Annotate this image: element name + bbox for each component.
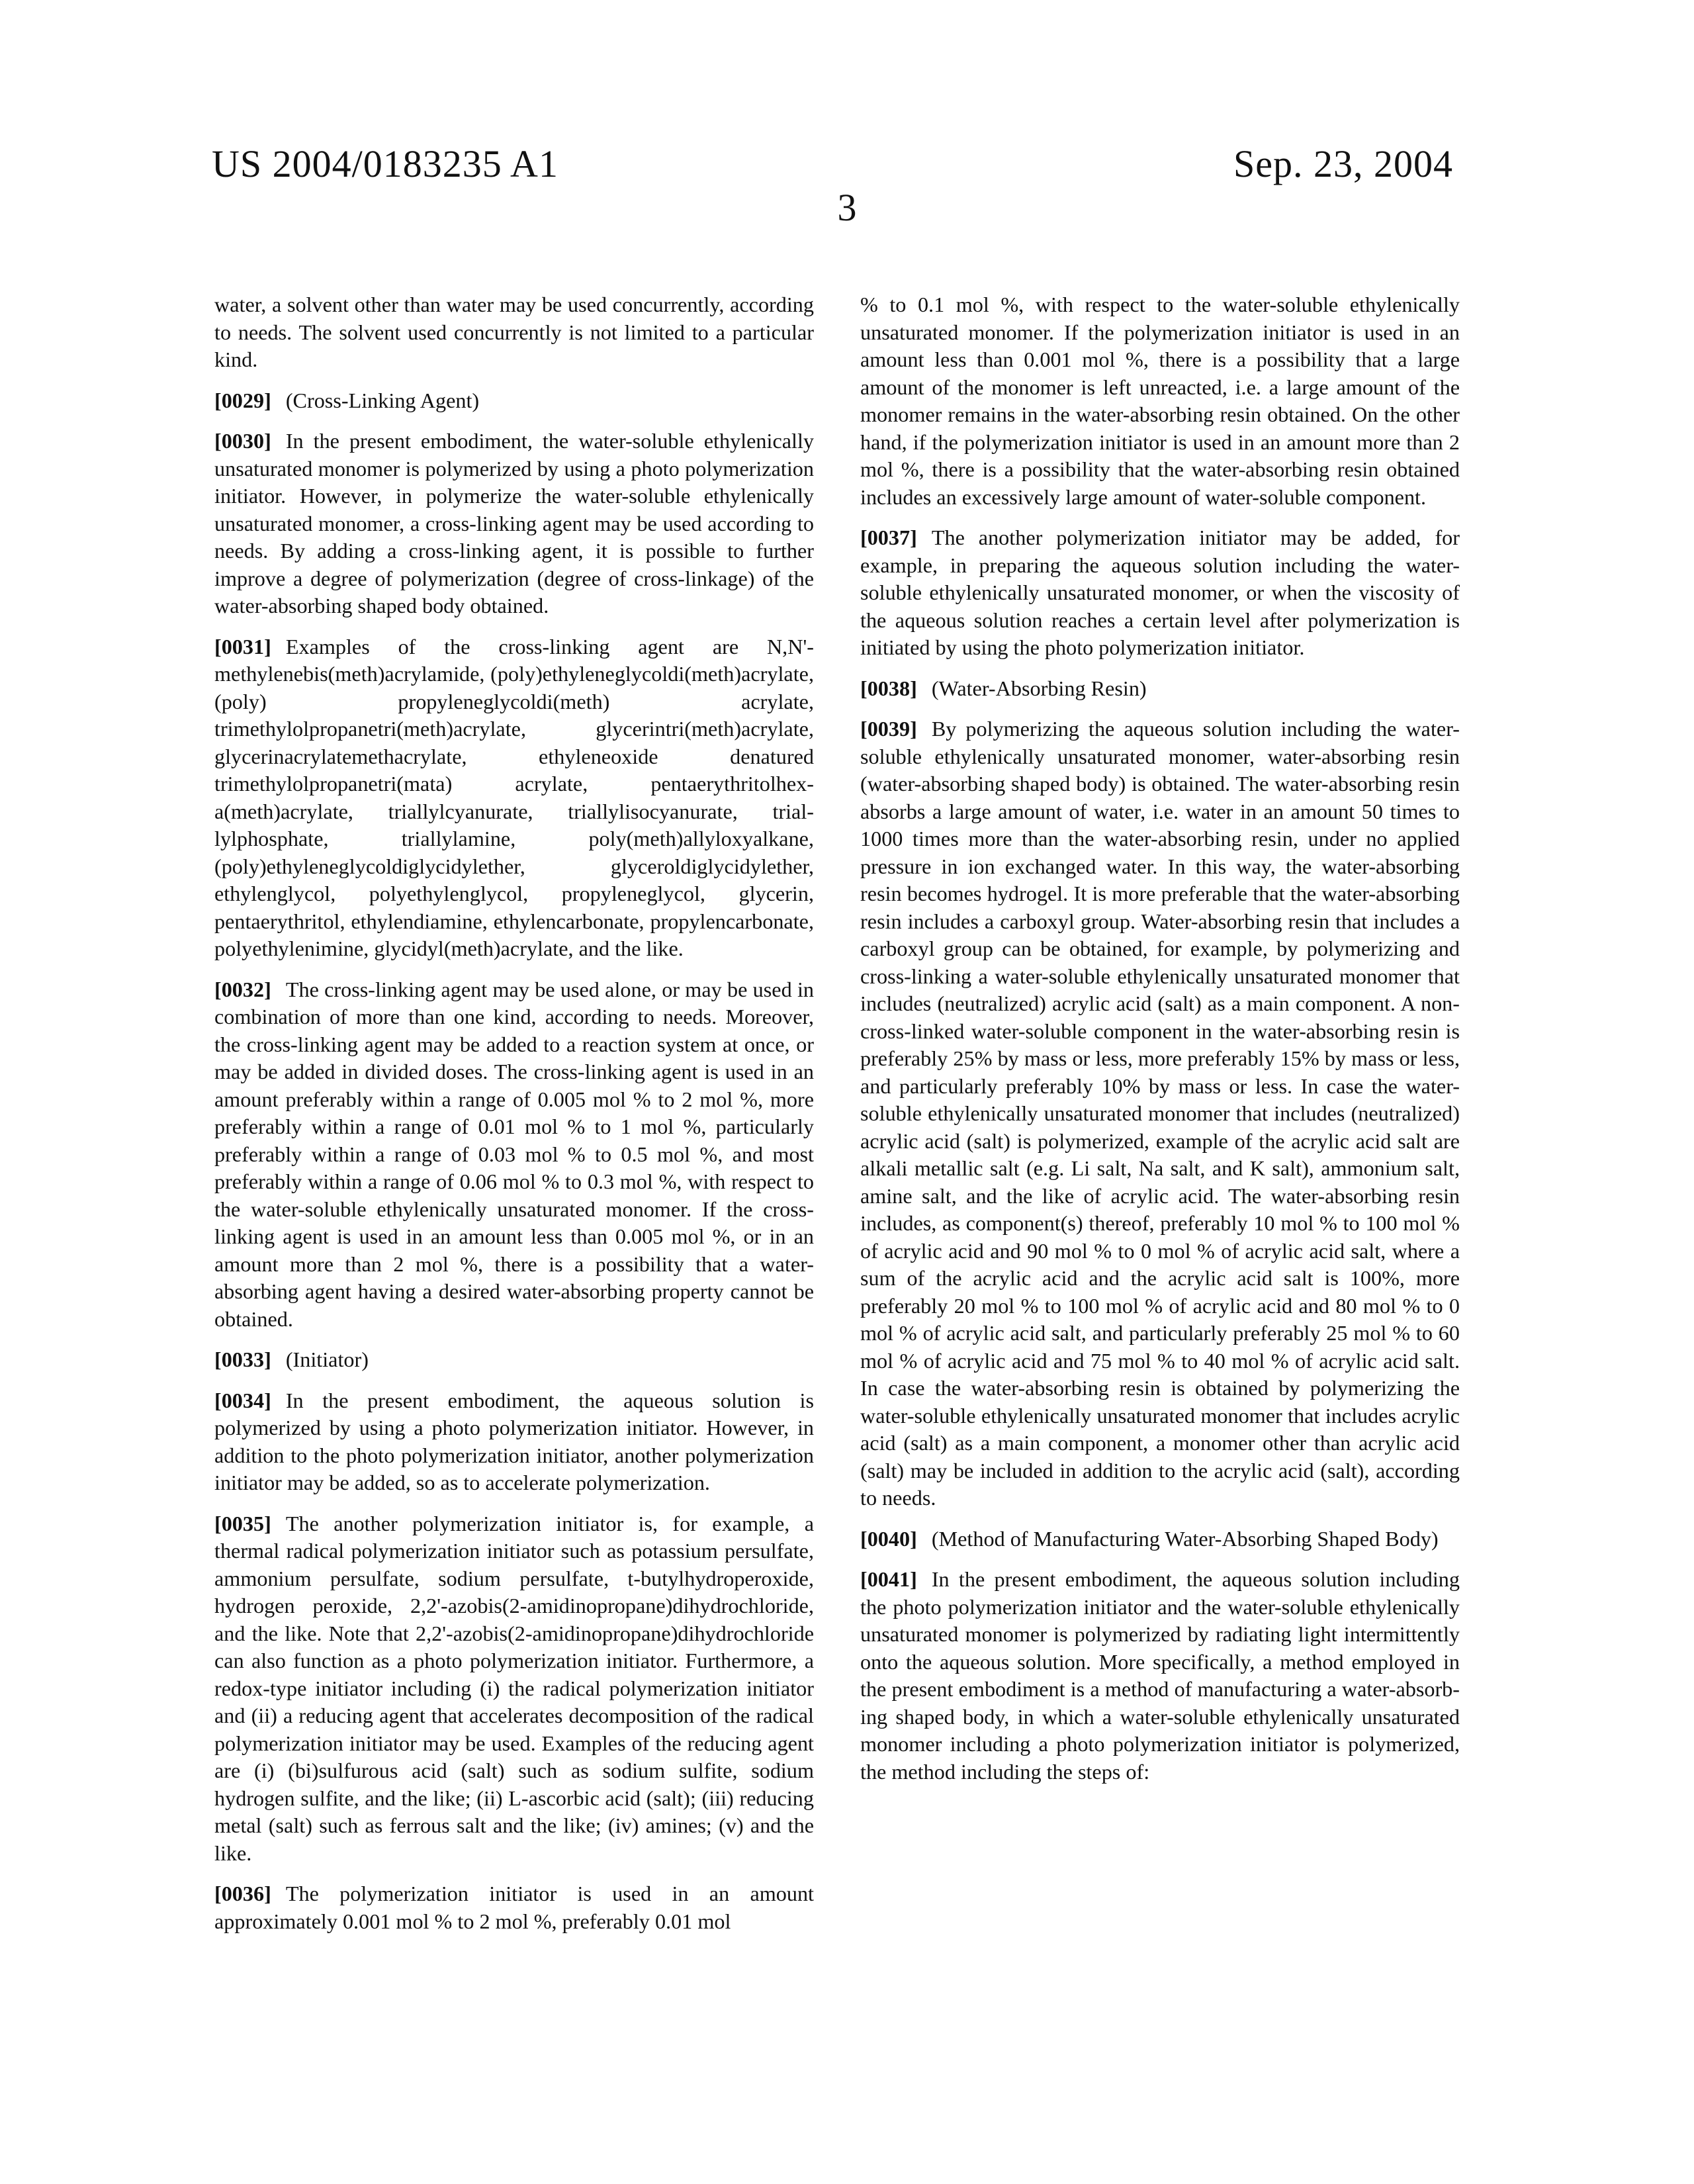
publication-number: US 2004/0183235 A1 bbox=[212, 142, 558, 186]
left-column bbox=[214, 291, 814, 1948]
paragraph-text: The another polymerization initiator may be added, for example, in preparing the aqueous solution including the water-soluble ethylenically unsaturated monomer, or when the viscosity of the aqueous solution reaches a certain level after polymerization is initiated by using the photo poly­merization initiator. bbox=[860, 525, 1460, 659]
paragraph-number: [0036] bbox=[214, 1882, 271, 1905]
paragraph bbox=[860, 1566, 1460, 1786]
paragraph-number: [0032] bbox=[214, 978, 271, 1001]
paragraph-text: By polymerizing the aqueous solution including the water-soluble ethylenically unsaturated monomer, water-absorbing resin (water-absorbing shaped body) is obtained. The water-absorbing resin absorbs a large amount of water, i.e. water in an amount 50 times to 1000 times more than the water-absorbing resin, under no applied pressure in ion exchanged water. In this way, the water-absorbing resin becomes hydrogel. It is more preferable that the water-absorbing resin includes a carboxyl group. Water-absorbing resin that includes a carboxyl group can be obtained, for example, by polymerizing and cross-linking a water-soluble ethylenically unsaturated monomer that includes (neutral­ized) acrylic acid (salt) as a main component. A non-cross-linked water-soluble component in the water-absorbing resin is preferably 25% by mass or less, more preferably 15% by mass or less, and particularly preferably 10% by mass or less. In case the water-soluble ethylenically unsaturated monomer that includes (neutralized) acrylic acid (salt) is polymerized, example of the acrylic acid salt are alkali metallic salt (e.g. Li salt, Na salt, and K salt), ammonium salt, amine salt, and the like of acrylic acid. The water-absorbing resin includes, as component(s) thereof, prefer­ably 10 mol % to 100 mol % of acrylic acid and 90 mol % to 0 mol % of acrylic acid salt, where a sum of the acrylic acid and the acrylic acid salt is 100%, more preferably 20 mol % to 100 mol % of acrylic acid and 80 mol % to 0 mol % of acrylic acid salt, and particularly preferably 25 mol % to 60 mol % of acrylic acid and 75 mol % to 40 mol % of acrylic acid salt. In case the water-absorbing resin is obtained by polymerizing the water-soluble ethylenically unsaturated monomer that includes acrylic acid (salt) as a main component, a monomer other than acrylic acid (salt) may be included in addition to the acrylic acid (salt), according to needs. bbox=[860, 717, 1460, 1510]
heading-text: (Cross-Linking Agent) bbox=[286, 388, 479, 412]
paragraph-text: The polymerization initiator is used in an amount approximately 0.001 mol % to 2 mol %, preferably 0.01 mol bbox=[214, 1882, 814, 1933]
paragraph-text: The another polymerization initiator is, for example, a thermal radical polymerization initiator such as potassium persulfate, ammonium persulfate, sodium persul­fate, t-butylhydroperoxide, hydrogen peroxide, 2,2'-azo­bis(2-amidinopropane)dihydrochloride, and the like. Note that 2,2'-azobis(2-amidinopropane)dihydrochloride can also function as a photo polymerization initiator. Furthermore, a redox-type initiator including (i) the radical polymerization initiator and (ii) a reducing agent that accelerates decompo­sition of the radical polymerization initiator may be used. Examples of the reducing agent are (i) (bi)sulfurous acid (salt) such as sodium sulfite, sodium hydrogen sulfite, and the like; (ii) L-ascorbic acid (salt); (iii) reducing metal (salt) such as ferrous salt and the like; (iv) amines; (v) and the like. bbox=[214, 1512, 814, 1865]
paragraph-number: [0039] bbox=[860, 717, 917, 741]
paragraph-number: [0038] bbox=[860, 676, 917, 700]
paragraph-number: [0040] bbox=[860, 1527, 917, 1551]
paragraph bbox=[214, 1387, 814, 1497]
paragraph-continued bbox=[214, 291, 814, 374]
heading-text: (Method of Manufacturing Water-Absorbing Shaped Body) bbox=[932, 1527, 1439, 1551]
paragraph-number: [0041] bbox=[860, 1567, 917, 1591]
section-heading bbox=[860, 1525, 1460, 1553]
heading-text: (Water-Absorbing Resin) bbox=[932, 676, 1147, 700]
section-heading bbox=[860, 675, 1460, 703]
paragraph-text: In the present embodiment, the water-soluble eth­ylenically unsaturated monomer is polymerized by using a photo polymerization initiator. However, in polymerize the water-soluble ethylenically unsaturated monomer, a cross-linking agent may be used according to needs. By adding a cross-linking agent, it is possible to further improve a degree of polymerization (degree of cross-linkage) of the water-absorbing shaped body obtained. bbox=[214, 429, 814, 617]
paragraph bbox=[214, 1880, 814, 1935]
right-column bbox=[860, 291, 1460, 1799]
section-heading bbox=[214, 1346, 814, 1374]
paragraph-text: In the present embodiment, the aqueous solution is polymerized by using a photo polymerization initiator. How­ever, in addition to the photo polymerization initiator, another polymerization initiator may be added, so as to accelerate polymerization. bbox=[214, 1388, 814, 1495]
publication-date: Sep. 23, 2004 bbox=[1233, 142, 1453, 186]
paragraph bbox=[860, 524, 1460, 662]
paragraph-text: % to 0.1 mol %, with respect to the water-soluble ethyleni­cally unsaturated monomer. If the polymerization initiator is used in an amount less than 0.001 mol %, there is a possibility that a large amount of the monomer is left unreacted, i.e. a large amount of the monomer remains in the water-absorbing resin obtained. On the other hand, if the polymerization initiator is used in an amount more than 2 mol %, there is a possibility that the water-absorbing resin obtained includes an excessively large amount of water-soluble component. bbox=[860, 293, 1460, 509]
paragraph bbox=[214, 976, 814, 1334]
paragraph-continued bbox=[860, 291, 1460, 511]
paragraph bbox=[214, 633, 814, 963]
paragraph-number: [0034] bbox=[214, 1388, 271, 1412]
paragraph-number: [0029] bbox=[214, 388, 271, 412]
paragraph-text: The cross-linking agent may be used alone, or may be used in combination of more than one kind, according to needs. Moreover, the cross-linking agent may be added to a reaction system at once, or may be added in divided doses. The cross-linking agent is used in an amount preferably within a range of 0.005 mol % to 2 mol %, more preferably within a range of 0.01 mol % to 1 mol %, particularly preferably within a range of 0.03 mol % to 0.5 mol %, and most preferably within a range of 0.06 mol % to 0.3 mol %, with respect to the water-soluble ethylenically unsaturated monomer. If the cross-linking agent is used in an amount less than 0.005 mol %, or in an amount more than 2 mol %, there is a possibility that a water-absorbing agent having a desired water-absorbing property cannot be obtained. bbox=[214, 978, 814, 1331]
paragraph-number: [0031] bbox=[214, 635, 271, 659]
paragraph-text: In the present embodiment, the aqueous solution including the photo polymerization initiator and the water-soluble ethylenically unsaturated monomer is polymerized by radiating light intermittently onto the aqueous solution. More specifically, a method employed in the present embodiment is a method of manufacturing a water-absorb­ing shaped body, in which a water-soluble ethylenically unsaturated monomer including a photo polymerization ini­tiator is polymerized, the method including the steps of: bbox=[860, 1567, 1460, 1784]
paragraph bbox=[214, 428, 814, 620]
paragraph bbox=[860, 715, 1460, 1512]
paragraph-text: Examples of the cross-linking agent are N,N'-methylenebis(meth)acrylamide, (poly)ethyleneglycold­i(meth)acrylate, (poly) propyleneglycoldi(meth) acrylate, trimethylolpropanetri(meth)acrylate, glycerintri(meth)acry­late, glycerinacrylatemethacrylate, ethyleneoxide denatured trimethylolpropanetri(mata) acrylate, pentaerythritolhex­a(meth)acrylate, triallylcyanurate, triallylisocyanurate, trial­lylphosphate, triallylamine, poly(meth)allyloxyalkane, (poly)ethyleneglycoldiglycidylether, glyceroldigly­cidylether, ethylenglycol, polyethylenglycol, propylenegly­col, glycerin, pentaerythritol, ethylendiamine, ethylencar­bonate, propylencarbonate, polyethylenimine, glycidyl(meth)acrylate, and the like. bbox=[214, 635, 814, 961]
paragraph-number: [0037] bbox=[860, 525, 917, 549]
heading-text: (Initiator) bbox=[286, 1347, 369, 1371]
paragraph bbox=[214, 1510, 814, 1868]
paragraph-number: [0030] bbox=[214, 429, 271, 453]
page-number: 3 bbox=[0, 185, 1694, 230]
section-heading bbox=[214, 387, 814, 415]
paragraph-number: [0033] bbox=[214, 1347, 271, 1371]
paragraph-number: [0035] bbox=[214, 1512, 271, 1535]
paragraph-text: water, a solvent other than water may be used concurrently, according to needs. The solvent used concurrently is not limited to a particular kind. bbox=[214, 293, 814, 371]
